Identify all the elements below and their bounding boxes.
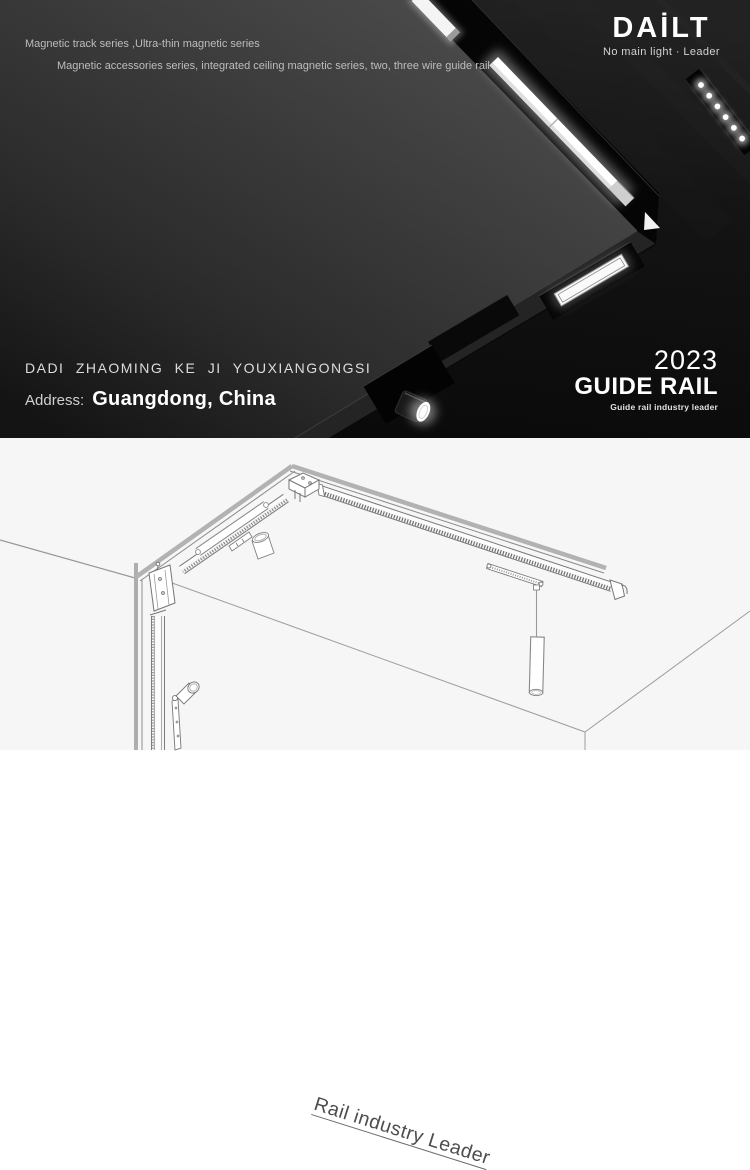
company-name: DADI ZHAOMING KE JI YOUXIANGONGSI xyxy=(25,360,372,376)
hero-section xyxy=(0,0,750,438)
series-description xyxy=(25,33,490,77)
page-title: GUIDE RAIL xyxy=(574,373,718,400)
brand-logo: DAİLT xyxy=(612,12,711,44)
brand-logo-block xyxy=(603,13,720,58)
illustration-caption: Rail industry Leader xyxy=(311,1093,493,1170)
page-subtitle: Guide rail industry leader xyxy=(610,402,718,412)
year-title-block xyxy=(574,346,718,412)
track-end-cap xyxy=(610,580,627,600)
ceiling-track-right xyxy=(317,484,627,600)
address-value: Guangdong, China xyxy=(92,388,276,410)
address-label: Address: xyxy=(25,392,85,409)
wall-track-drawing xyxy=(150,610,166,750)
address-row xyxy=(25,388,276,411)
wall-spotlight-drawing xyxy=(172,680,201,750)
brand-tagline: No main light · Leader xyxy=(602,46,720,58)
year: 2023 xyxy=(653,345,718,375)
isometric-room-drawing xyxy=(0,438,750,750)
illustration-section xyxy=(0,438,750,1170)
series-line-2: Magnetic accessories series, integrated ceiling magnetic series, two, three wire guide rail xyxy=(57,60,490,72)
corner-connector-drawing xyxy=(289,473,319,502)
room-outline xyxy=(0,540,750,750)
pendant-lamp-drawing xyxy=(487,564,545,696)
wall-connector-drawing xyxy=(149,562,175,611)
series-line-1: Magnetic track series ,Ultra-thin magnetic series xyxy=(25,38,260,50)
